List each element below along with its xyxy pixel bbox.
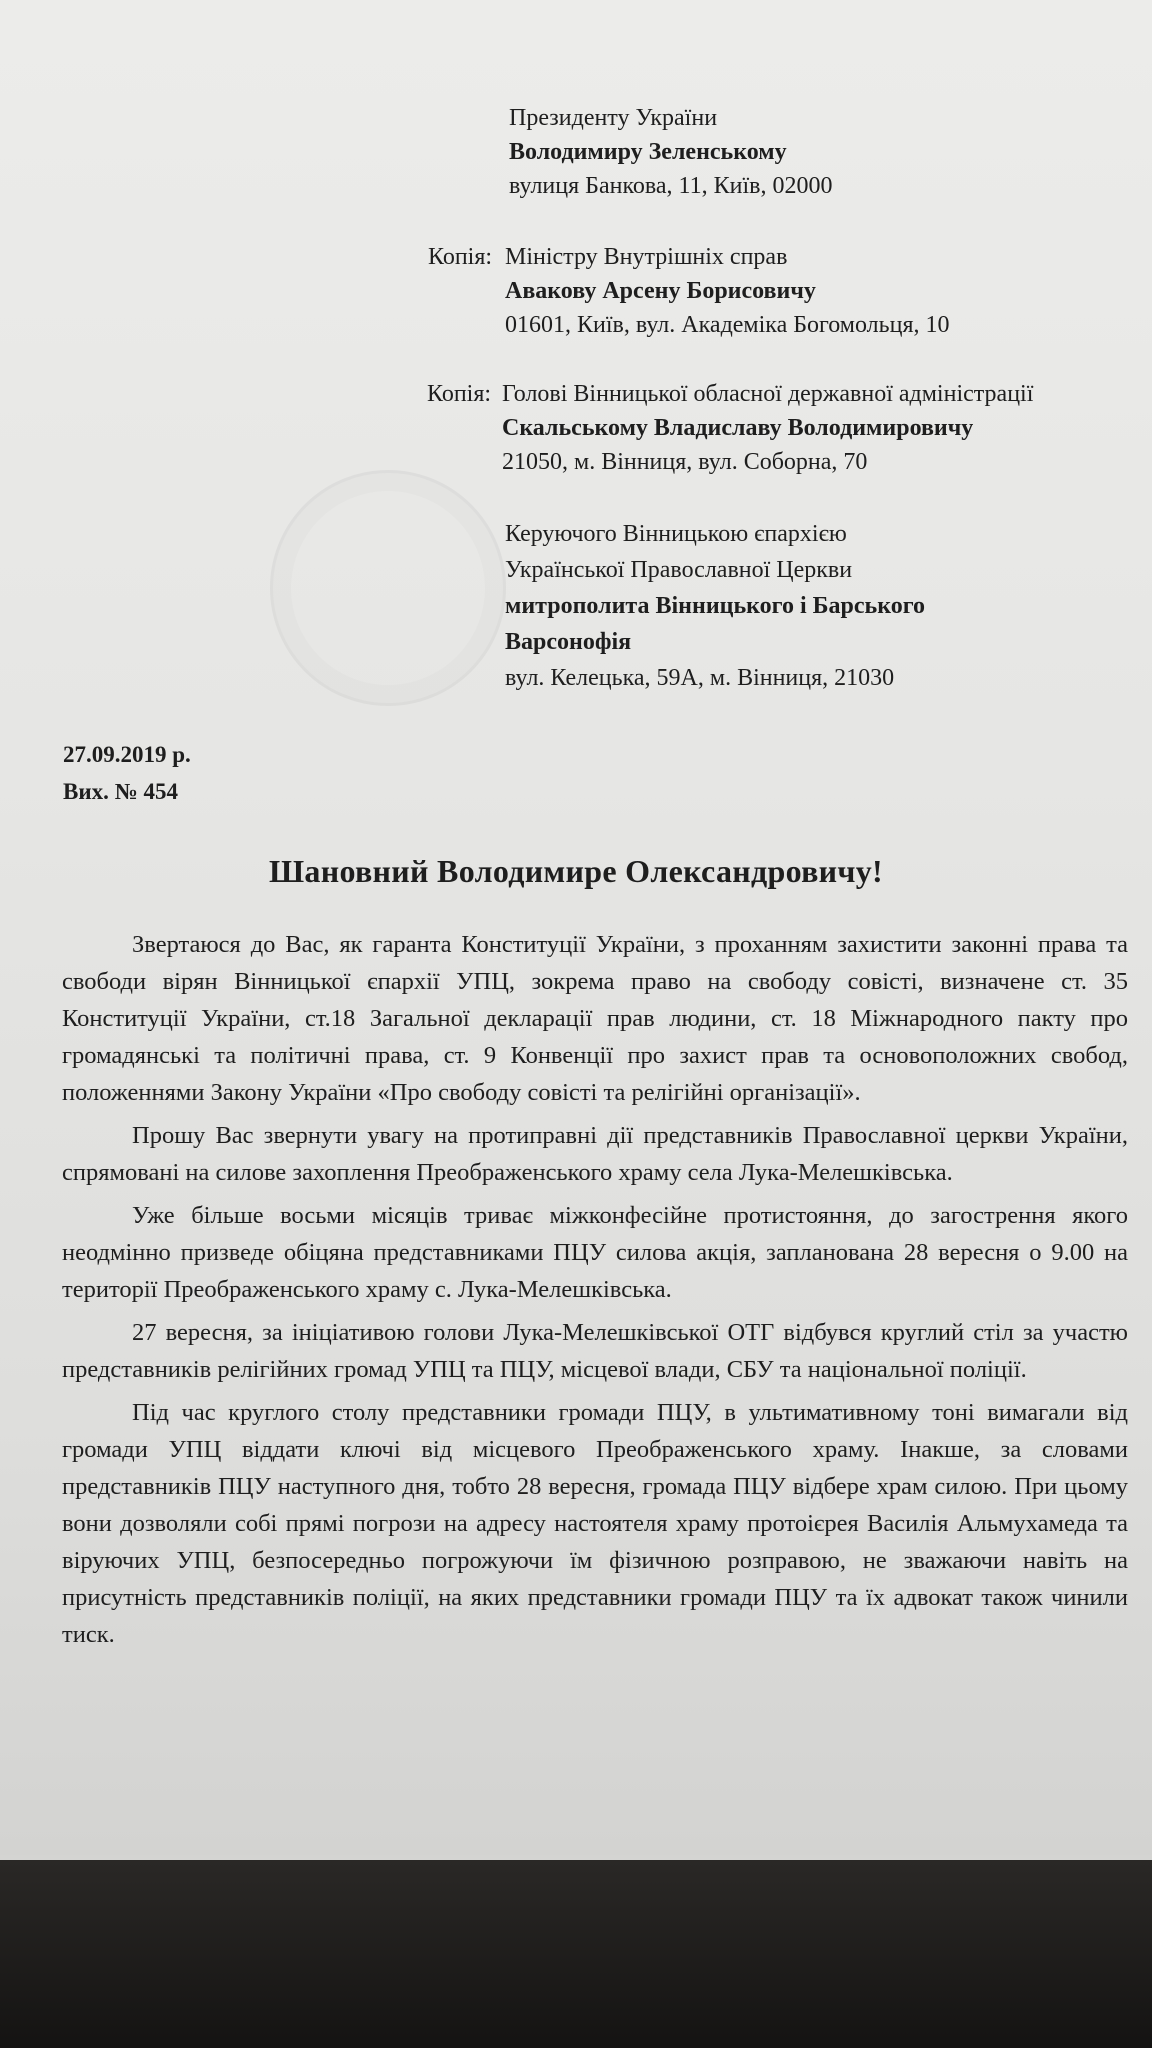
recipient-title: Президенту України (509, 105, 718, 131)
recipient-copy-governor (502, 377, 1033, 479)
recipient-copy-minister (505, 240, 949, 342)
recipient-name: Скальському Владиславу Володимировичу (502, 415, 974, 441)
recipient-president (509, 101, 833, 203)
recipient-address: 21050, м. Вінниця, вул. Соборна, 70 (502, 449, 868, 475)
outgoing-number: Вих. № 454 (63, 779, 178, 804)
sender-church: Української Православної Церкви (505, 557, 853, 583)
copy-label: Копія: (428, 244, 493, 270)
body-paragraph: Прошу Вас звернути увагу на протиправні дії представників Православної церкви України, спрямовані на силове захоплення Преображенського храму села Лука-Мелешківська. (62, 1122, 1128, 1186)
recipient-title: Міністру Внутрішніх справ (505, 244, 788, 270)
recipient-address: вулиця Банкова, 11, Київ, 02000 (509, 173, 833, 199)
recipient-title: Голові Вінницької обласної державної адміністрації (502, 381, 1034, 407)
dark-background-surface (0, 1860, 1152, 2048)
faint-stamp-imprint (270, 470, 506, 706)
sender-address: вул. Келецька, 59А, м. Вінниця, 21030 (505, 665, 895, 691)
sender-block (505, 516, 925, 696)
salutation: Шановний Володимире Олександровичу! (268, 853, 883, 889)
recipient-address: 01601, Київ, вул. Академіка Богомольця, 10 (505, 312, 950, 338)
sender-name: Варсонофія (505, 629, 632, 655)
recipient-name: Авакову Арсену Борисовичу (505, 278, 816, 304)
copy-label: Копія: (427, 381, 492, 407)
letter-meta (63, 736, 191, 810)
body-paragraph: 27 вересня, за ініціативою голови Лука-Мелешківської ОТГ відбувся круглий стіл за участю представників релігійних громад УПЦ та ПЦУ, місцевої влади, СБУ та національної поліції. (62, 1319, 1128, 1383)
body-paragraph: Звертаюся до Вас, як гаранта Конституції України, з проханням захистити законні права та свободи вірян Вінницької єпархії УПЦ, зокрема право на свободу совісті, визначене ст. 35 Конституції України, ст.18 Загальної декларації прав людини, ст. 18 Міжнародного пакту про громадянські та політичні права, ст. 9 Конвенції про захист прав та основоположних свобод, положеннями Закону України «Про свободу совісті та релігійні організації». (62, 931, 1128, 1106)
sender-title: Керуючого Вінницькою єпархією (505, 521, 847, 547)
letter-body (62, 926, 1128, 1659)
letter-date: 27.09.2019 р. (63, 742, 191, 767)
body-paragraph: Уже більше восьми місяців триває міжконфесійне протистояння, до загострення якого неодмінно призведе обіцяна представниками ПЦУ силова акція, запланована 28 вересня о 9.00 на території Преображенського храму с. Лука-Мелешківська. (62, 1202, 1128, 1303)
body-paragraph: Під час круглого столу представники громади ПЦУ, в ультимативному тоні вимагали від громади УПЦ віддати ключі від місцевого Преображенського храму. Інакше, за словами представників ПЦУ наступного дня, тобто 28 вересня, громада ПЦУ відбере храм силою. При цьому вони дозволяли собі прямі погрози на адресу настоятеля храму протоієрея Василія Альмухамеда та віруючих УПЦ, безпосередньо погрожуючи їм фізичною розправою, не зважаючи навіть на присутність представників поліції, на яких представники громади ПЦУ та їх адвокат також чинили тиск. (62, 1399, 1128, 1648)
recipient-name: Володимиру Зеленському (509, 139, 787, 165)
sender-rank: митрополита Вінницького і Барського (505, 593, 926, 619)
